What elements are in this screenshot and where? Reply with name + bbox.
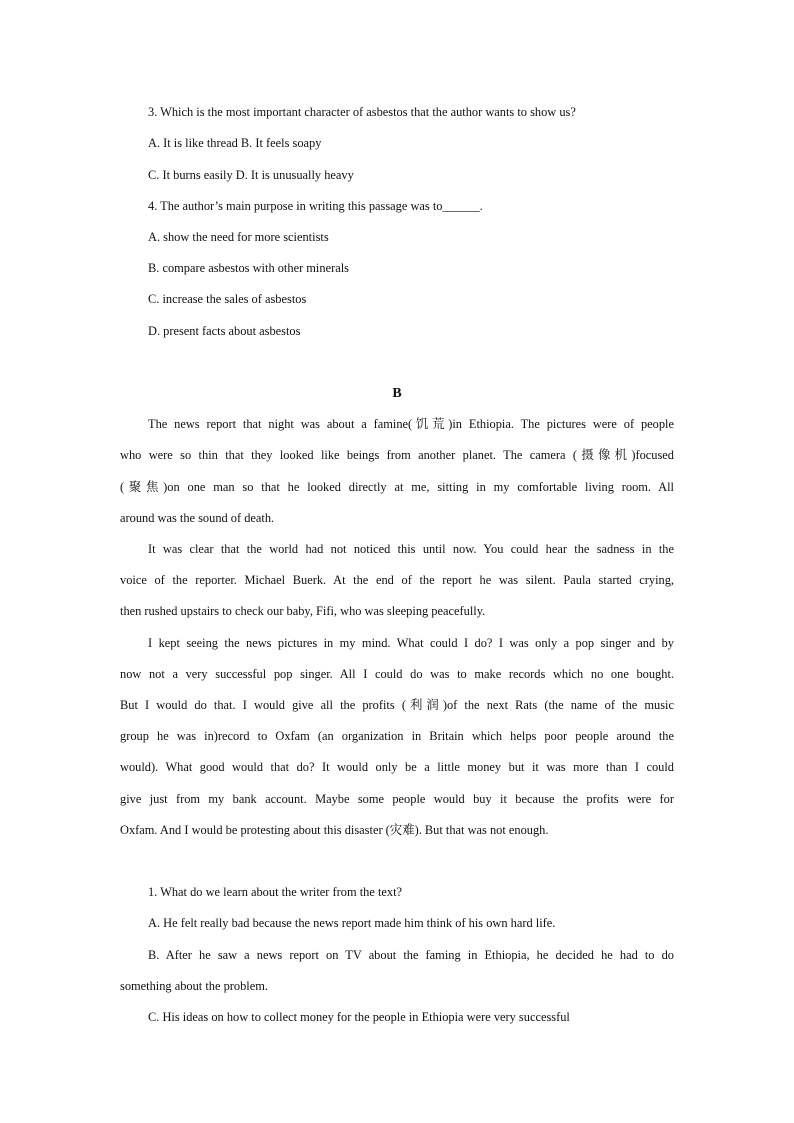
paragraph-3-line-2: now not a very successful pop singer. All I could do was to make records which no one bought.	[120, 667, 674, 681]
question-1-stem: 1. What do we learn about the writer from the text?	[148, 885, 403, 899]
paragraph-1-line-1: The news report that night was about a famine(饥荒)in Ethiopia. The pictures were of people	[148, 417, 674, 431]
paragraph-2-line-3: then rushed upstairs to check our baby, Fifi, who was sleeping peacefully.	[120, 604, 486, 618]
question-1-option-c: C. His ideas on how to collect money for the people in Ethiopia were very successful	[148, 1010, 570, 1024]
paragraph-2-line-2: voice of the reporter. Michael Buerk. At the end of the report he was silent. Paula started crying,	[120, 573, 674, 587]
paragraph-3-line-6: give just from my bank account. Maybe some people would buy it because the profits were for	[120, 792, 674, 806]
question-3-options-ab: A. It is like thread B. It feels soapy	[148, 136, 322, 150]
question-4-option-b: B. compare asbestos with other minerals	[148, 261, 349, 275]
question-1-option-b-line-2: something about the problem.	[120, 979, 268, 993]
question-4-option-c: C. increase the sales of asbestos	[148, 292, 307, 306]
paragraph-1-line-4: around was the sound of death.	[120, 511, 275, 525]
paragraph-3-line-7: Oxfam. And I would be protesting about this disaster (灾难). But that was not enough.	[120, 823, 549, 837]
question-4-stem: 4. The author’s main purpose in writing this passage was to______.	[148, 199, 483, 213]
paragraph-1-line-3: (聚焦)on one man so that he looked directly at me, sitting in my comfortable living room. All	[120, 480, 674, 494]
question-4-option-a: A. show the need for more scientists	[148, 230, 329, 244]
question-3-stem: 3. Which is the most important character of asbestos that the author wants to show us?	[148, 105, 576, 119]
paragraph-3-line-1: I kept seeing the news pictures in my mind. What could I do? I was only a pop singer and by	[148, 636, 674, 650]
question-1-option-a: A. He felt really bad because the news report made him think of his own hard life.	[148, 916, 556, 930]
question-4-option-d: D. present facts about asbestos	[148, 324, 301, 338]
paragraph-3-line-4: group he was in)record to Oxfam (an organization in Britain which helps poor people around the	[120, 729, 674, 743]
section-b-heading: B	[392, 386, 402, 401]
paragraph-2-line-1: It was clear that the world had not noticed this until now. You could hear the sadness in the	[148, 542, 674, 556]
question-1-option-b-line-1: B. After he saw a news report on TV about the faming in Ethiopia, he decided he had to do	[148, 948, 674, 962]
paragraph-1-line-2: who were so thin that they looked like beings from another planet. The camera (摄像机)focused	[120, 448, 674, 462]
paragraph-3-line-5: would). What good would that do? It would only be a little money but it was more than I could	[120, 760, 674, 774]
paragraph-3-line-3: But I would do that. I would give all the profits (利润)of the next Rats (the name of the music	[120, 698, 674, 712]
question-3-options-cd: C. It burns easily D. It is unusually heavy	[148, 168, 354, 182]
